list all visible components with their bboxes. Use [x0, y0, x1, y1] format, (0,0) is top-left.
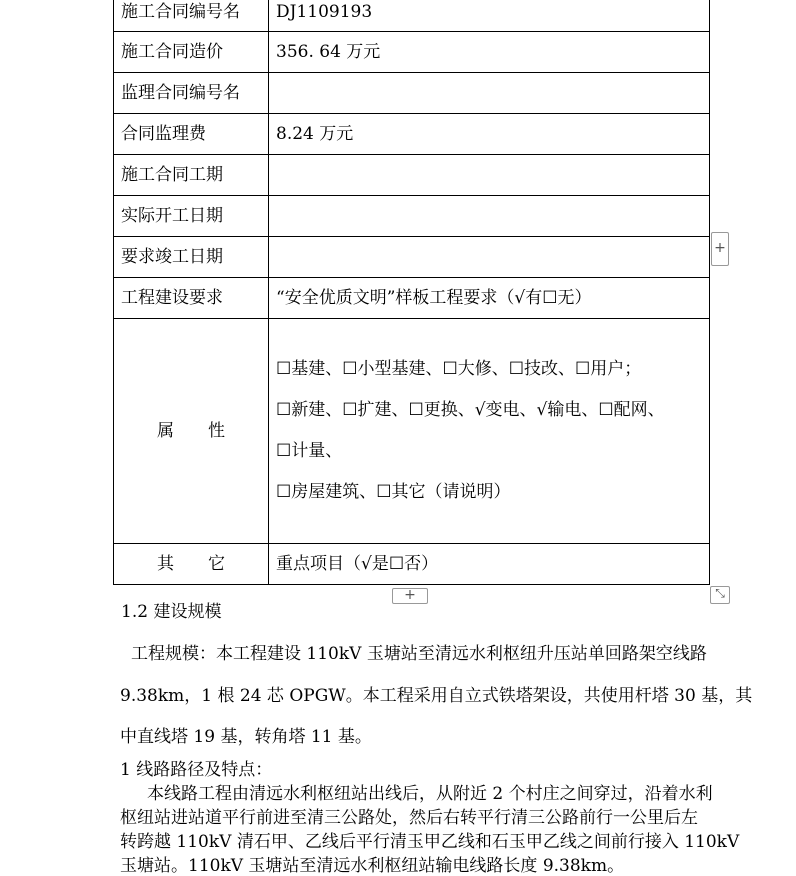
route-heading: 1 线路路径及特点： [120, 760, 273, 780]
row-value[interactable] [269, 237, 710, 278]
row-value[interactable] [269, 196, 710, 237]
table-row [114, 0, 710, 32]
row-value[interactable]: 8.24 万元 [269, 114, 710, 155]
other-label: 其 它 [114, 544, 269, 585]
table-row [114, 278, 710, 319]
route-line: 本线路工程由清远水利枢纽站出线后，从附近 2 个村庄之间穿过，沿着水利 [147, 784, 713, 804]
table-row [114, 73, 710, 114]
add-column-icon[interactable]: + [711, 232, 729, 266]
row-label: 合同监理费 [114, 114, 269, 155]
other-value[interactable]: 重点项目（√是☐否） [269, 544, 710, 585]
add-row-icon[interactable]: + [392, 588, 428, 604]
table-row [114, 32, 710, 73]
attribute-line: ☐房屋建筑、☐其它（请说明） [276, 482, 511, 502]
attribute-label: 属 性 [114, 319, 269, 544]
project-info-table [113, 0, 710, 585]
row-label: 实际开工日期 [114, 196, 269, 237]
table-row [114, 155, 710, 196]
attribute-row [114, 319, 710, 544]
row-label: 施工合同造价 [114, 32, 269, 73]
table-row [114, 237, 710, 278]
row-label: 监理合同编号名 [114, 73, 269, 114]
scale-line: 中直线塔 19 基，转角塔 11 基。 [120, 727, 372, 747]
row-value[interactable]: “安全优质文明”样板工程要求（√有☐无） [269, 278, 710, 319]
scale-line: 工程规模：本工程建设 110kV 玉塘站至清远水利枢纽升压站单回路架空线路 [131, 644, 707, 664]
table-row [114, 196, 710, 237]
row-label: 施工合同工期 [114, 155, 269, 196]
row-label: 工程建设要求 [114, 278, 269, 319]
route-line: 转跨越 110kV 清石甲、乙线后平行清玉甲乙线和石玉甲乙线之间前行接入 110kV [120, 832, 740, 852]
section-heading: 1.2 建设规模 [121, 602, 222, 622]
attribute-line: ☐计量、 [276, 441, 343, 461]
resize-table-icon[interactable]: ⤡ [710, 586, 730, 604]
attribute-line: ☐基建、☐小型基建、☐大修、☐技改、☐用户； [276, 359, 642, 379]
route-line: 玉塘站。110kV 玉塘站至清远水利枢纽站输电线路长度 9.38km。 [120, 856, 625, 876]
row-value[interactable]: DJ1109193 [269, 0, 710, 32]
other-row [114, 544, 710, 585]
scale-line: 9.38km，1 根 24 芯 OPGW。本工程采用自立式铁塔架设，共使用杆塔 30 基，其 [120, 686, 753, 706]
row-label: 施工合同编号名 [114, 0, 269, 32]
row-value[interactable]: 356. 64 万元 [269, 32, 710, 73]
table-row [114, 114, 710, 155]
route-line: 枢纽站进站道平行前进至清三公路处，然后右转平行清三公路前行一公里后左 [120, 808, 698, 828]
row-value[interactable] [269, 73, 710, 114]
attribute-options[interactable] [269, 319, 710, 544]
row-label: 要求竣工日期 [114, 237, 269, 278]
attribute-line: ☐新建、☐扩建、☐更换、√变电、√输电、☐配网、 [276, 400, 665, 420]
row-value[interactable] [269, 155, 710, 196]
